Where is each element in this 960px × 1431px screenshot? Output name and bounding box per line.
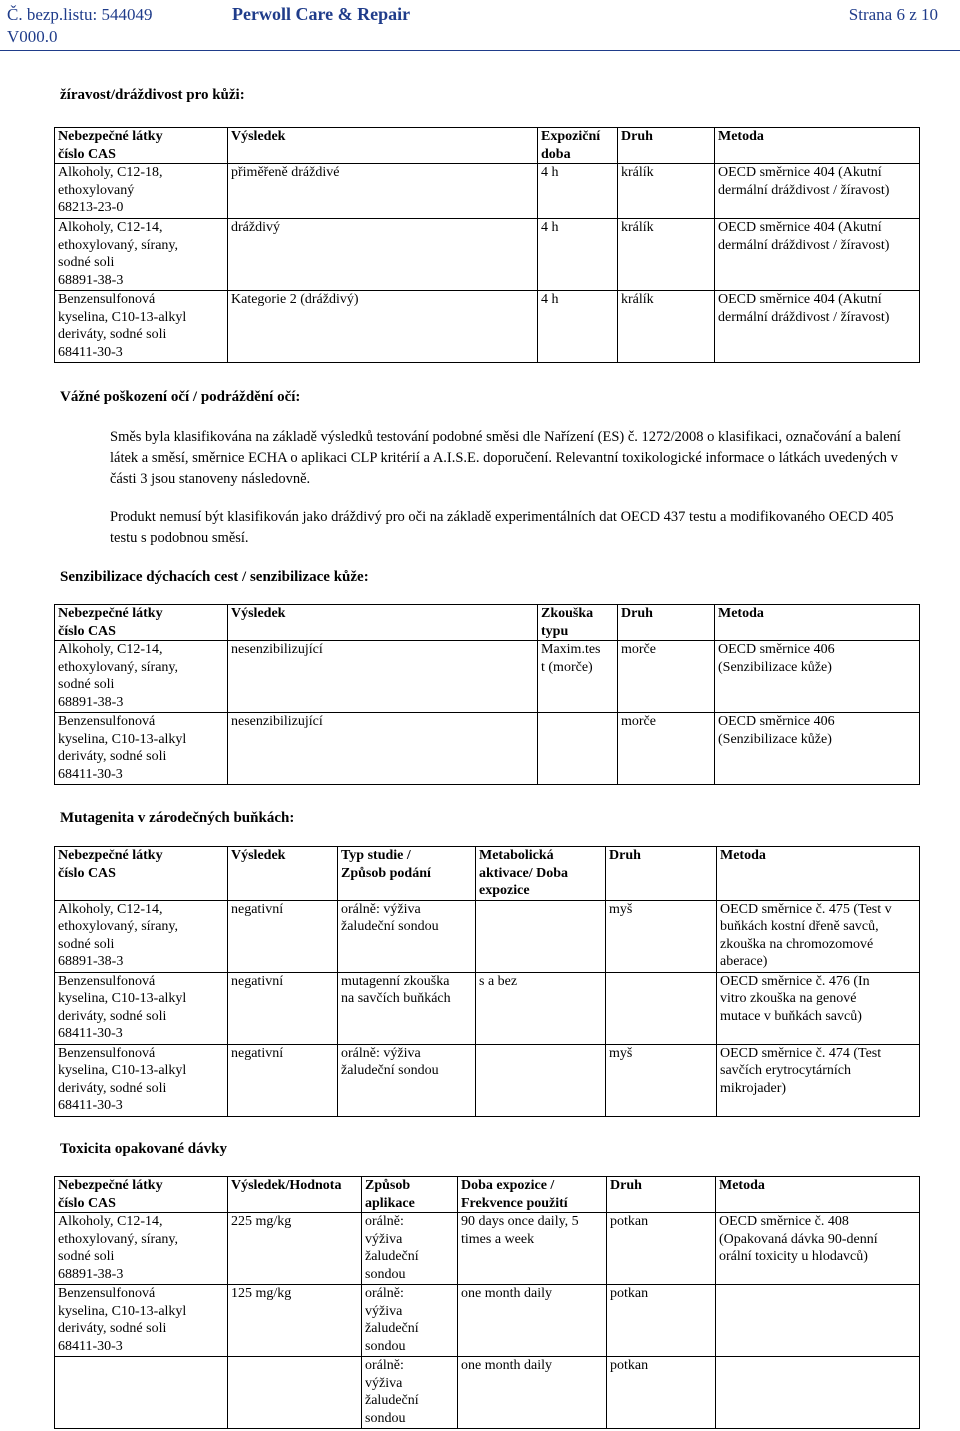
- section-title-sensitization: Senzibilizace dýchacích cest / senzibilizace kůže:: [60, 569, 369, 585]
- cell-result: přiměřeně dráždivé: [228, 164, 538, 219]
- cell-species: morče: [618, 713, 715, 785]
- cell-subst: Alkoholy, C12-18, ethoxylovaný 68213-23-0: [55, 164, 228, 219]
- column-header: Nebezpečné látky číslo CAS: [55, 128, 228, 164]
- cell-method: OECD směrnice č. 475 (Test v buňkách kostní dřeně savců, zkouška na chromozomové aberace): [717, 900, 920, 972]
- cell-result: nesenzibilizující: [228, 641, 538, 713]
- cell-result: negativní: [228, 900, 338, 972]
- cell-study: orálně: výživa žaludeční sondou: [338, 900, 476, 972]
- cell-route: orálně: výživa žaludeční sondou: [362, 1357, 458, 1429]
- column-header: Druh: [618, 128, 715, 164]
- header-rule: [0, 50, 960, 51]
- cell-study: mutagenní zkouška na savčích buňkách: [338, 972, 476, 1044]
- table-row: [55, 164, 920, 219]
- column-header: Metabolická aktivace/ Doba expozice: [476, 847, 606, 901]
- cell-species: potkan: [607, 1213, 716, 1285]
- cell-route: orálně: výživa žaludeční sondou: [362, 1213, 458, 1285]
- doc-version: V000.0: [7, 27, 58, 46]
- eye-paragraph-2: Produkt nemusí být klasifikován jako dráždivý pro oči na základě experimentálních dat OECD 437 testu a modifikovaného OECD 405 testu s podobnou směsí.: [110, 509, 894, 546]
- cell-subst: Alkoholy, C12-14, ethoxylovaný, sírany, sodné soli 68891-38-3: [55, 641, 228, 713]
- table-row: [55, 219, 920, 291]
- eye-paragraph-1: Směs byla klasifikována na základě výsledků testování podobné směsi dle Nařízení (ES) č. 1272/2008 o klasifikaci, označování a balení látek a směsí, směrnice ECHA o aplikaci CLP kritérií a A.I.S.E. doporučení. Relevantní toxikologické informace o látkách uvedených v části 3 jsou stanoveny následovně.: [110, 429, 901, 487]
- column-header: Druh: [606, 847, 717, 901]
- cell-subst: Alkoholy, C12-14, ethoxylovaný, sírany, sodné soli 68891-38-3: [55, 900, 228, 972]
- table-row: [55, 713, 920, 785]
- cell-method: OECD směrnice 406 (Senzibilizace kůže): [715, 641, 920, 713]
- cell-species: potkan: [607, 1357, 716, 1429]
- cell-species: králík: [618, 164, 715, 219]
- cell-species: morče: [618, 641, 715, 713]
- table-row: [55, 1213, 920, 1285]
- cell-subst: Benzensulfonová kyselina, C10-13-alkyl deriváty, sodné soli 68411-30-3: [55, 1044, 228, 1116]
- column-header: Druh: [618, 605, 715, 641]
- column-header: Nebezpečné látky číslo CAS: [55, 847, 228, 901]
- column-header: Nebezpečné látky číslo CAS: [55, 1177, 228, 1213]
- cell-method: OECD směrnice č. 476 (In vitro zkouška na genové mutace v buňkách savců): [717, 972, 920, 1044]
- section-title-skin: žíravost/dráždivost pro kůži:: [60, 87, 245, 103]
- column-header: Způsob aplikace: [362, 1177, 458, 1213]
- page-header: [0, 0, 960, 52]
- column-header: Metoda: [717, 847, 920, 901]
- cell-duration: 90 days once daily, 5 times a week: [458, 1213, 607, 1285]
- table-row: [55, 641, 920, 713]
- cell-route: orálně: výživa žaludeční sondou: [362, 1285, 458, 1357]
- cell-meta: [476, 900, 606, 972]
- cell-species: králík: [618, 219, 715, 291]
- table-row: [55, 1044, 920, 1116]
- column-header: Druh: [607, 1177, 716, 1213]
- cell-method: OECD směrnice 404 (Akutní dermální dráždivost / žíravost): [715, 219, 920, 291]
- cell-method: OECD směrnice 404 (Akutní dermální dráždivost / žíravost): [715, 164, 920, 219]
- sensitization-table: [54, 604, 920, 785]
- cell-subst: Benzensulfonová kyselina, C10-13-alkyl deriváty, sodné soli 68411-30-3: [55, 1285, 228, 1357]
- cell-subst: Alkoholy, C12-14, ethoxylovaný, sírany, sodné soli 68891-38-3: [55, 1213, 228, 1285]
- column-header: Typ studie / Způsob podání: [338, 847, 476, 901]
- doc-number: Č. bezp.listu: 544049: [7, 5, 153, 24]
- product-name: Perwoll Care & Repair: [232, 4, 411, 24]
- cell-result: dráždivý: [228, 219, 538, 291]
- cell-species: myš: [606, 1044, 717, 1116]
- cell-test: [538, 713, 618, 785]
- cell-species: potkan: [607, 1285, 716, 1357]
- cell-result: 225 mg/kg: [228, 1213, 362, 1285]
- cell-result: 125 mg/kg: [228, 1285, 362, 1357]
- column-header: Metoda: [715, 605, 920, 641]
- cell-test: Maxim.tes t (morče): [538, 641, 618, 713]
- cell-result: Kategorie 2 (dráždivý): [228, 291, 538, 363]
- cell-result: negativní: [228, 1044, 338, 1116]
- mutagenicity-table: [54, 846, 920, 1117]
- table-header-row: [55, 847, 920, 901]
- table-header-row: [55, 1177, 920, 1213]
- cell-subst: Alkoholy, C12-14, ethoxylovaný, sírany, sodné soli 68891-38-3: [55, 219, 228, 291]
- cell-method: [716, 1357, 920, 1429]
- repeated-dose-table: [54, 1176, 920, 1429]
- cell-method: OECD směrnice č. 408 (Opakovaná dávka 90-denní orální toxicity u hlodavců): [716, 1213, 920, 1285]
- column-header: Výsledek: [228, 847, 338, 901]
- table-header-row: [55, 128, 920, 164]
- skin-table: [54, 127, 920, 363]
- table-row: [55, 1285, 920, 1357]
- cell-method: OECD směrnice č. 474 (Test savčích erytrocytárních mikrojader): [717, 1044, 920, 1116]
- cell-result: nesenzibilizující: [228, 713, 538, 785]
- cell-species: [606, 972, 717, 1044]
- cell-result: [228, 1357, 362, 1429]
- page-number: Strana 6 z 10: [848, 5, 938, 24]
- table-row: [55, 291, 920, 363]
- cell-subst: Benzensulfonová kyselina, C10-13-alkyl deriváty, sodné soli 68411-30-3: [55, 291, 228, 363]
- table-header-row: [55, 605, 920, 641]
- cell-species: myš: [606, 900, 717, 972]
- section-title-eye: Vážné poškození očí / podráždění očí:: [60, 389, 301, 405]
- column-header: Výsledek: [228, 128, 538, 164]
- cell-method: [716, 1285, 920, 1357]
- section-title-mutagenicity: Mutagenita v zárodečných buňkách:: [60, 810, 295, 826]
- cell-species: králík: [618, 291, 715, 363]
- column-header: Výsledek: [228, 605, 538, 641]
- column-header: Expoziční doba: [538, 128, 618, 164]
- cell-subst: Benzensulfonová kyselina, C10-13-alkyl deriváty, sodné soli 68411-30-3: [55, 972, 228, 1044]
- column-header: Nebezpečné látky číslo CAS: [55, 605, 228, 641]
- column-header: Metoda: [715, 128, 920, 164]
- column-header: Metoda: [716, 1177, 920, 1213]
- cell-subst: Benzensulfonová kyselina, C10-13-alkyl deriváty, sodné soli 68411-30-3: [55, 713, 228, 785]
- table-row: [55, 972, 920, 1044]
- column-header: Doba expozice / Frekvence použití: [458, 1177, 607, 1213]
- table-row: [55, 900, 920, 972]
- section-title-repeated-dose: Toxicita opakované dávky: [60, 1141, 227, 1157]
- table-row: [55, 1357, 920, 1429]
- cell-result: negativní: [228, 972, 338, 1044]
- cell-meta: s a bez: [476, 972, 606, 1044]
- cell-study: orálně: výživa žaludeční sondou: [338, 1044, 476, 1116]
- column-header: Výsledek/Hodnota: [228, 1177, 362, 1213]
- column-header: Zkouška typu: [538, 605, 618, 641]
- cell-meta: [476, 1044, 606, 1116]
- cell-method: OECD směrnice 406 (Senzibilizace kůže): [715, 713, 920, 785]
- cell-subst: [55, 1357, 228, 1429]
- cell-time: 4 h: [538, 164, 618, 219]
- cell-time: 4 h: [538, 219, 618, 291]
- cell-duration: one month daily: [458, 1357, 607, 1429]
- cell-time: 4 h: [538, 291, 618, 363]
- cell-method: OECD směrnice 404 (Akutní dermální dráždivost / žíravost): [715, 291, 920, 363]
- cell-duration: one month daily: [458, 1285, 607, 1357]
